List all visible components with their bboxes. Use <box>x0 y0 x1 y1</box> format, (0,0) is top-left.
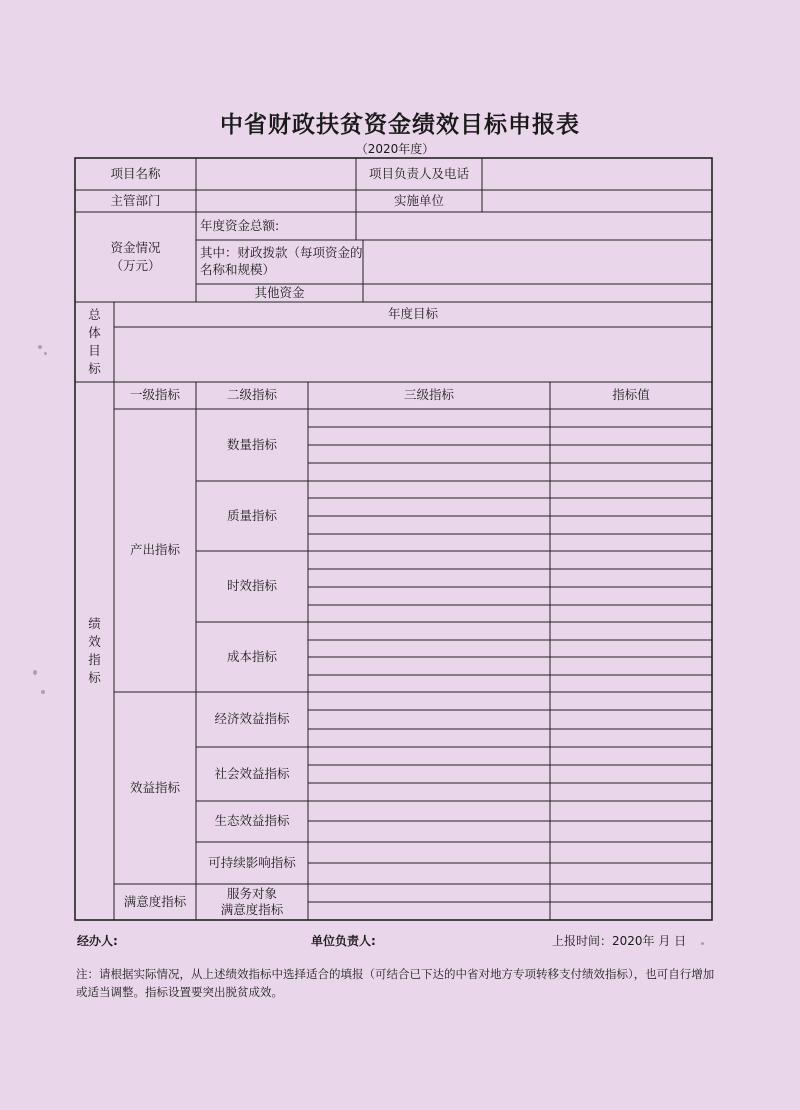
cost-indicator-label: 成本指标 <box>226 648 277 664</box>
annual-total-label: 年度资金总额: <box>200 217 280 233</box>
overall-char: 总 <box>88 306 101 322</box>
col-level2-header: 二级指标 <box>226 387 277 403</box>
overall-char: 目 <box>88 343 101 358</box>
scan-speck <box>44 352 47 355</box>
scan-speck <box>41 690 45 694</box>
performance-char: 指 <box>88 652 101 667</box>
scan-speck <box>33 670 37 675</box>
sustainable-indicator-label: 可持续影响指标 <box>208 854 296 870</box>
other-funds-label: 其他资金 <box>254 284 305 300</box>
form-year: （2020年度） <box>355 142 435 156</box>
footnote: 注：请根据实际情况，从上述绩效指标中选择适合的填报（可结合已下达的中省对地方专项转移支付绩效指标），也可自行增加或适当调整。指标设置要突出脱贫成效。 <box>76 967 715 1000</box>
benefit-indicator-label: 效益指标 <box>129 779 180 795</box>
satisfaction-indicator-label: 满意度指标 <box>123 893 187 909</box>
ecological-indicator-label: 生态效益指标 <box>214 813 290 829</box>
performance-char: 效 <box>88 633 101 649</box>
social-indicator-label: 社会效益指标 <box>214 765 290 781</box>
project-name-field[interactable] <box>196 158 356 190</box>
unit-head-label: 单位负责人: <box>311 934 376 948</box>
scan-speck <box>701 942 704 945</box>
manager-field[interactable] <box>482 158 712 190</box>
impl-unit-label: 实施单位 <box>393 192 444 208</box>
overall-goal-label <box>75 302 114 382</box>
annual-goal-label: 年度目标 <box>387 306 438 322</box>
dept-field[interactable] <box>196 190 356 212</box>
other-funds-field[interactable] <box>363 284 712 302</box>
annual-goal-field[interactable] <box>114 327 712 382</box>
funds-label-line1: 资金情况 <box>110 239 161 255</box>
fiscal-funds-label: 其中：财政拨款（每项资金的名称和规模） <box>200 245 363 277</box>
manager-label: 项目负责人及电话 <box>368 165 469 181</box>
overall-char: 标 <box>88 361 101 377</box>
service-line1: 服务对象 <box>226 886 277 902</box>
project-name-label: 项目名称 <box>110 165 161 181</box>
economic-indicator-label: 经济效益指标 <box>214 711 290 727</box>
fiscal-funds-field[interactable] <box>363 240 712 284</box>
col-level1-header: 一级指标 <box>129 387 180 403</box>
handler-label: 经办人: <box>77 934 118 948</box>
performance-char: 标 <box>88 670 101 686</box>
performance-char: 绩 <box>88 615 101 631</box>
funds-label-line2: （万元） <box>110 258 161 273</box>
output-indicator-label: 产出指标 <box>129 542 180 558</box>
service-satisfaction-label <box>196 884 308 920</box>
dept-label: 主管部门 <box>110 192 161 208</box>
quantity-indicator-label: 数量指标 <box>226 436 277 452</box>
report-time-label: 上报时间：2020年 月 日 <box>552 934 687 948</box>
performance-label <box>75 382 114 920</box>
col-level3-header: 三级指标 <box>403 387 454 403</box>
overall-char: 体 <box>88 324 101 340</box>
impl-unit-field[interactable] <box>482 190 712 212</box>
service-line2: 满意度指标 <box>220 902 284 917</box>
quality-indicator-label: 质量指标 <box>226 507 277 523</box>
col-value-header: 指标值 <box>612 387 650 403</box>
funds-label <box>75 212 196 302</box>
timeliness-indicator-label: 时效指标 <box>226 578 277 594</box>
form-title: 中省财政扶贫资金绩效目标申报表 <box>220 111 580 138</box>
scan-speck <box>38 345 42 349</box>
